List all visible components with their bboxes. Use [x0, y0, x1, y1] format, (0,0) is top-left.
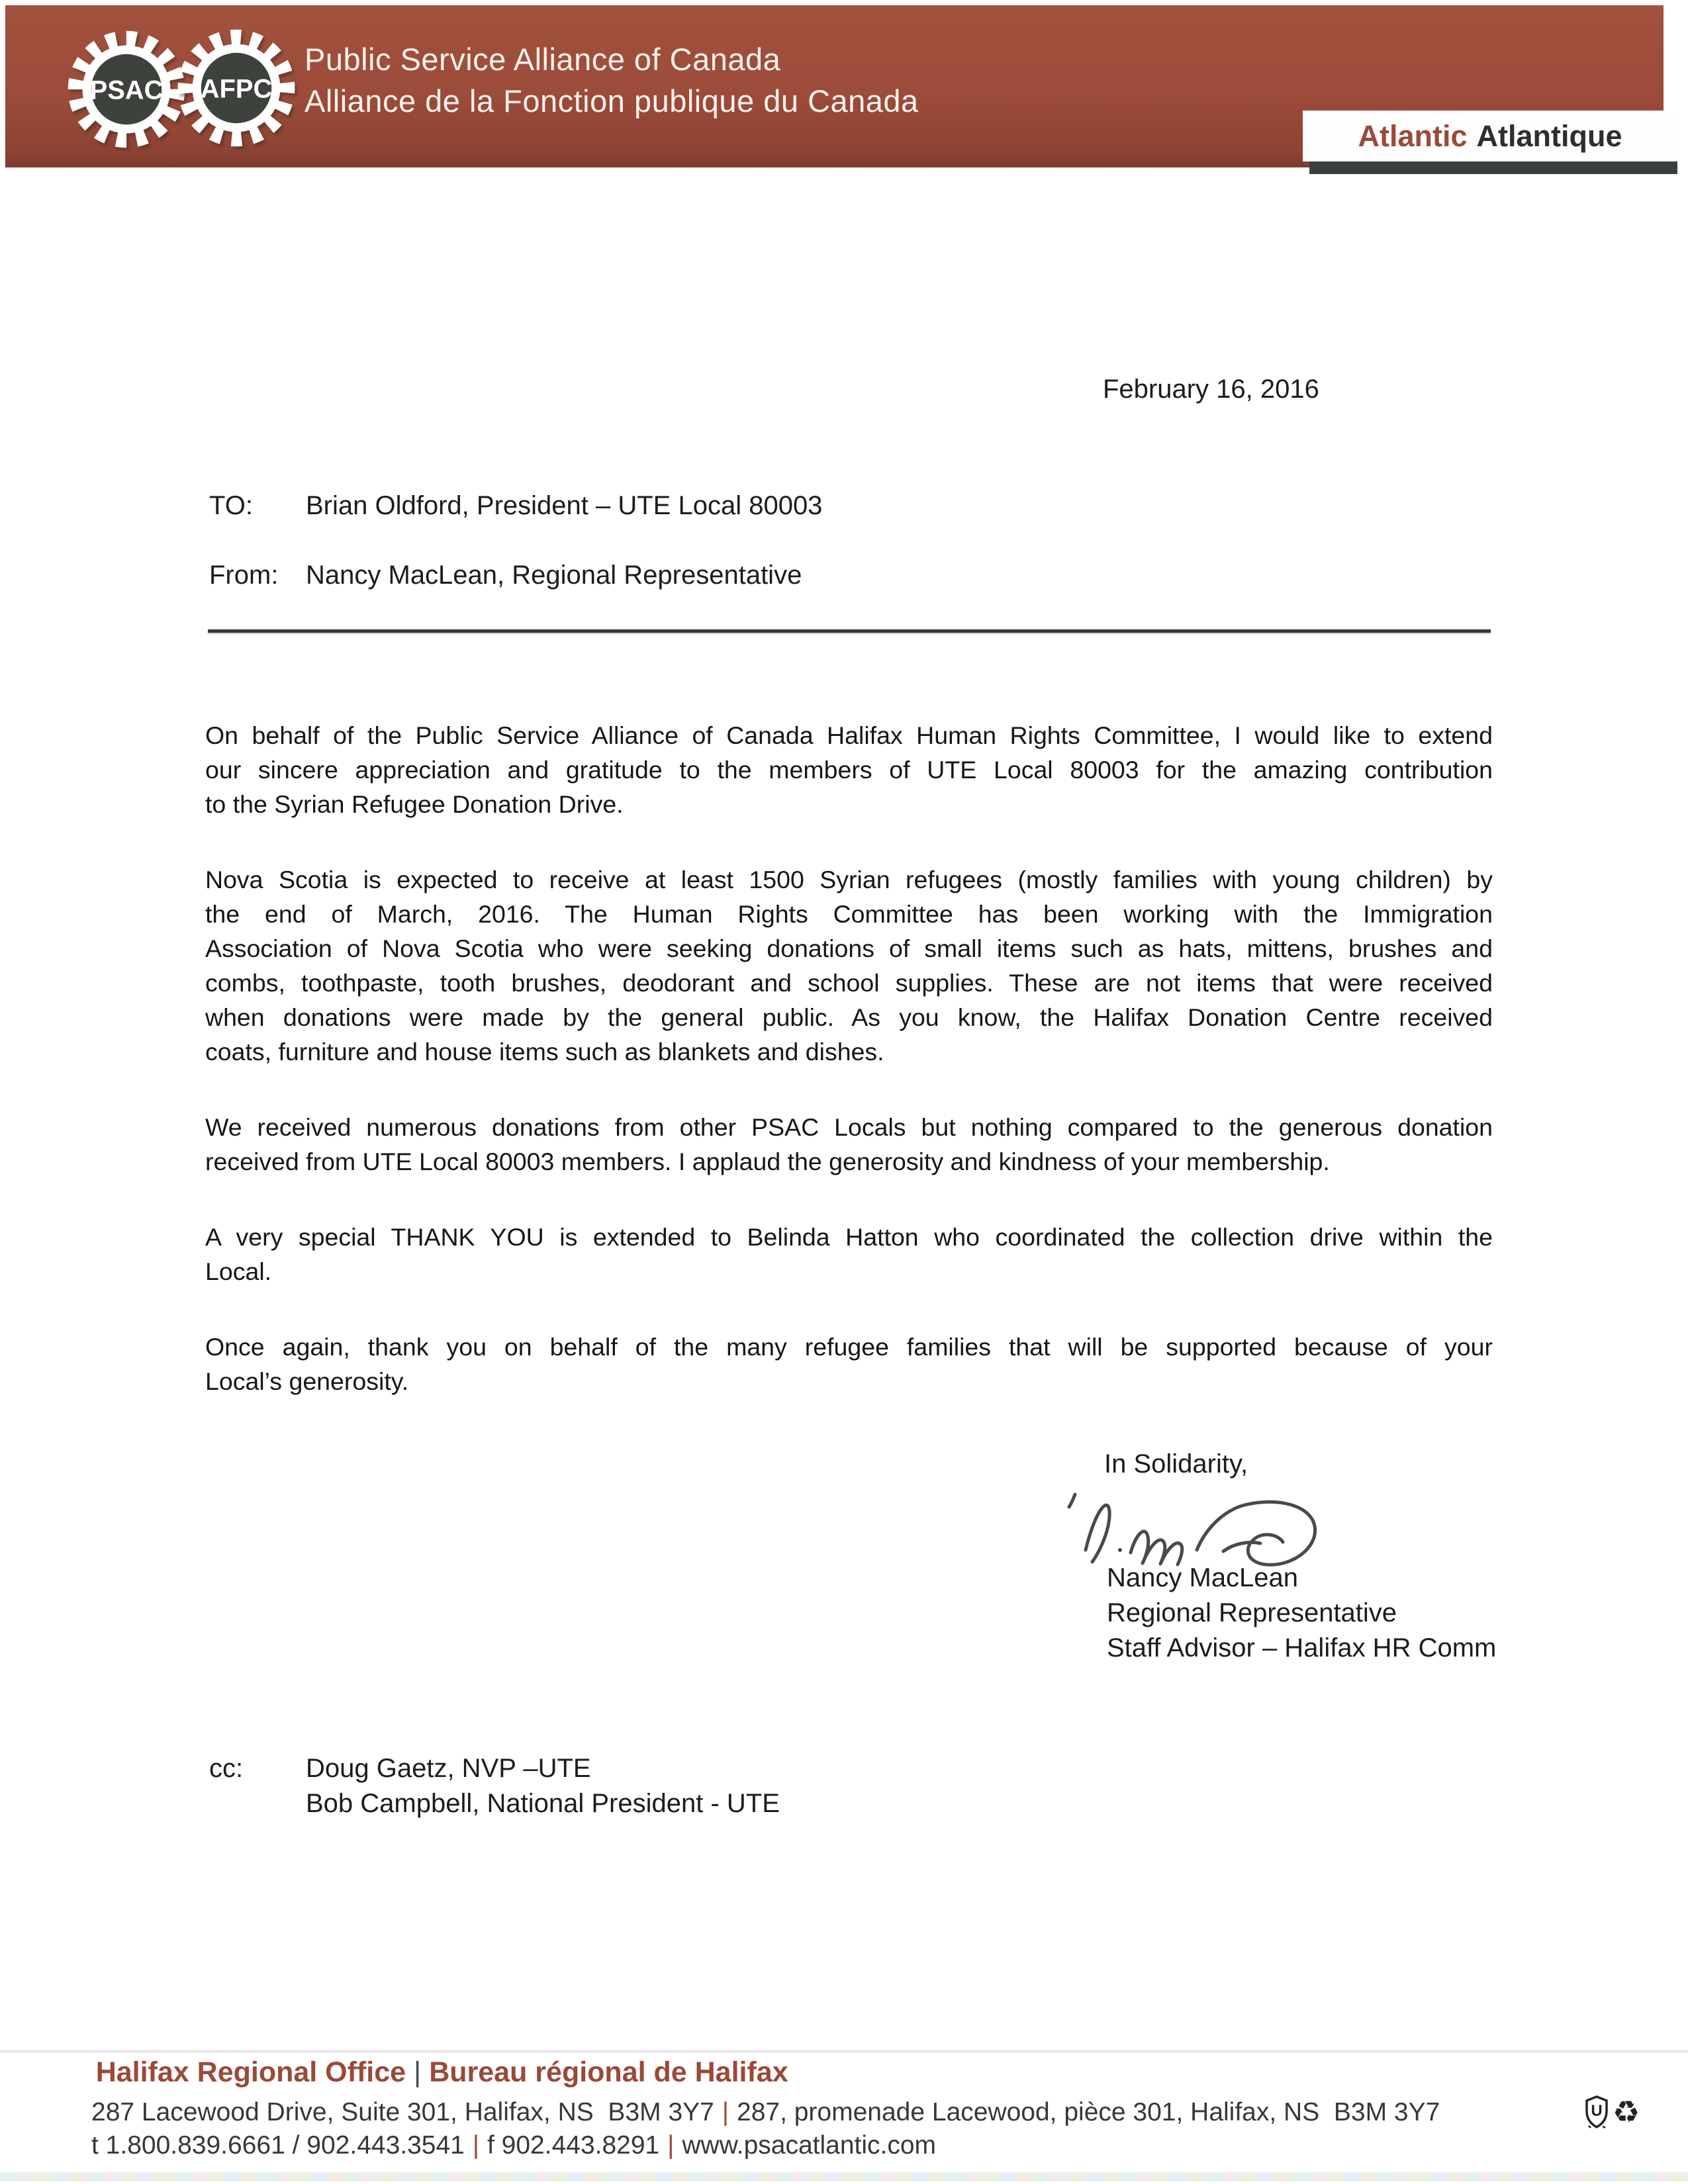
- letter-line: Local.: [205, 1257, 272, 1285]
- footer-phone: t 1.800.839.6661 / 902.443.3541: [91, 2131, 465, 2160]
- recycle-icon: ♻: [1613, 2095, 1640, 2129]
- letter-line: Once again, thank you on behalf of the many refugee families that will be supported because of your: [205, 1333, 1493, 1361]
- cc-entry: Bob Campbell, National President - UTE: [306, 1789, 780, 1818]
- closing-line: In Solidarity,: [1104, 1449, 1248, 1479]
- from-row: [209, 561, 802, 590]
- union-label-icon: [1585, 2095, 1609, 2132]
- signatory-name: Nancy MacLean: [1107, 1563, 1299, 1592]
- letter-line: combs, toothpaste, tooth brushes, deodorant and school supplies. These are not items that were received: [205, 969, 1493, 997]
- letter-line: received from UTE Local 80003 members. I applaud the generosity and kindness of your membership.: [205, 1148, 1330, 1175]
- region-label-en: Atlantic: [1358, 118, 1468, 153]
- org-names: [305, 38, 919, 122]
- letter-line: when donations were made by the general public. As you know, the Halifax Donation Centre received: [205, 1003, 1493, 1031]
- org-name-en: Public Service Alliance of Canada: [305, 42, 781, 77]
- letter-line: to the Syrian Refugee Donation Drive.: [205, 790, 624, 818]
- footer-separator: |: [722, 2098, 729, 2126]
- from-label: From:: [209, 561, 279, 590]
- footer-address-fr: 287, promenade Lacewood, pièce 301, Halifax, NS B3M 3Y7: [737, 2098, 1440, 2126]
- footer-separator: |: [472, 2131, 479, 2160]
- signature-block: [1107, 1561, 1496, 1666]
- letter-line: On behalf of the Public Service Alliance of Canada Halifax Human Rights Committee, I would like to extend: [205, 721, 1493, 749]
- letter-paragraph: [205, 1110, 1493, 1179]
- region-badge: [1303, 111, 1677, 161]
- cc-values: [306, 1751, 780, 1821]
- cc-entry: Doug Gaetz, NVP –UTE: [306, 1754, 591, 1783]
- to-label: TO:: [209, 491, 253, 520]
- footer-website: www.psacatlantic.com: [682, 2131, 937, 2160]
- letter-line: Association of Nova Scotia who were seeking donations of small items such as hats, mittens, brushes and: [205, 934, 1493, 962]
- footer-separator: |: [414, 2056, 422, 2088]
- footer-office-fr: Bureau régional de Halifax: [429, 2056, 788, 2088]
- letter-paragraph: [205, 718, 1493, 821]
- signatory-title-1: Regional Representative: [1107, 1598, 1397, 1627]
- to-row: [209, 491, 822, 521]
- letter-line: coats, furniture and house items such as blankets and dishes.: [205, 1038, 884, 1066]
- to-value: Brian Oldford, President – UTE Local 80003: [306, 491, 823, 520]
- union-label-letter: U: [1591, 2102, 1603, 2120]
- from-value: Nancy MacLean, Regional Representative: [306, 561, 802, 590]
- letter-paragraph: [205, 1330, 1493, 1398]
- psac-gear-icon: [64, 26, 189, 152]
- org-name-fr: Alliance de la Fonction publique du Canada: [305, 83, 919, 118]
- letter-date: February 16, 2016: [1103, 375, 1319, 404]
- signatory-title-2: Staff Advisor – Halifax HR Comm: [1107, 1633, 1497, 1662]
- psac-gear-label: PSAC: [89, 75, 164, 105]
- footer-address-en: 287 Lacewood Drive, Suite 301, Halifax, NS B3M 3Y7: [91, 2098, 714, 2126]
- letter-line: A very special THANK YOU is extended to Belinda Hatton who coordinated the collection drive within the: [205, 1223, 1493, 1251]
- letter-line: Nova Scotia is expected to receive at least 1500 Syrian refugees (mostly families with young children) by: [205, 866, 1493, 893]
- region-badge-underline: [1309, 161, 1677, 174]
- letter-body: [205, 718, 1493, 1439]
- footer-office-en: Halifax Regional Office: [95, 2056, 406, 2088]
- scan-artifact-strip: [0, 2172, 1688, 2181]
- letter-paragraph: [205, 1220, 1493, 1289]
- cc-row: [209, 1751, 780, 1821]
- letter-line: Local’s generosity.: [205, 1367, 409, 1395]
- letter-paragraph: [205, 862, 1493, 1069]
- letter-line: the end of March, 2016. The Human Rights Committee has been working with the Immigration: [205, 900, 1493, 928]
- afpc-gear-label: AFPC: [200, 74, 273, 104]
- afpc-gear-icon: [173, 25, 299, 151]
- letter-line: We received numerous donations from other PSAC Locals but nothing compared to the generous donation: [205, 1113, 1493, 1141]
- footer-fax: f 902.443.8291: [487, 2131, 660, 2160]
- footer-separator: |: [667, 2131, 675, 2160]
- region-label-fr: Atlantique: [1476, 118, 1622, 153]
- header-rule: [208, 629, 1491, 633]
- letter-line: our sincere appreciation and gratitude to the members of UTE Local 80003 for the amazing contribution: [205, 756, 1493, 784]
- cc-label: cc:: [209, 1754, 244, 1783]
